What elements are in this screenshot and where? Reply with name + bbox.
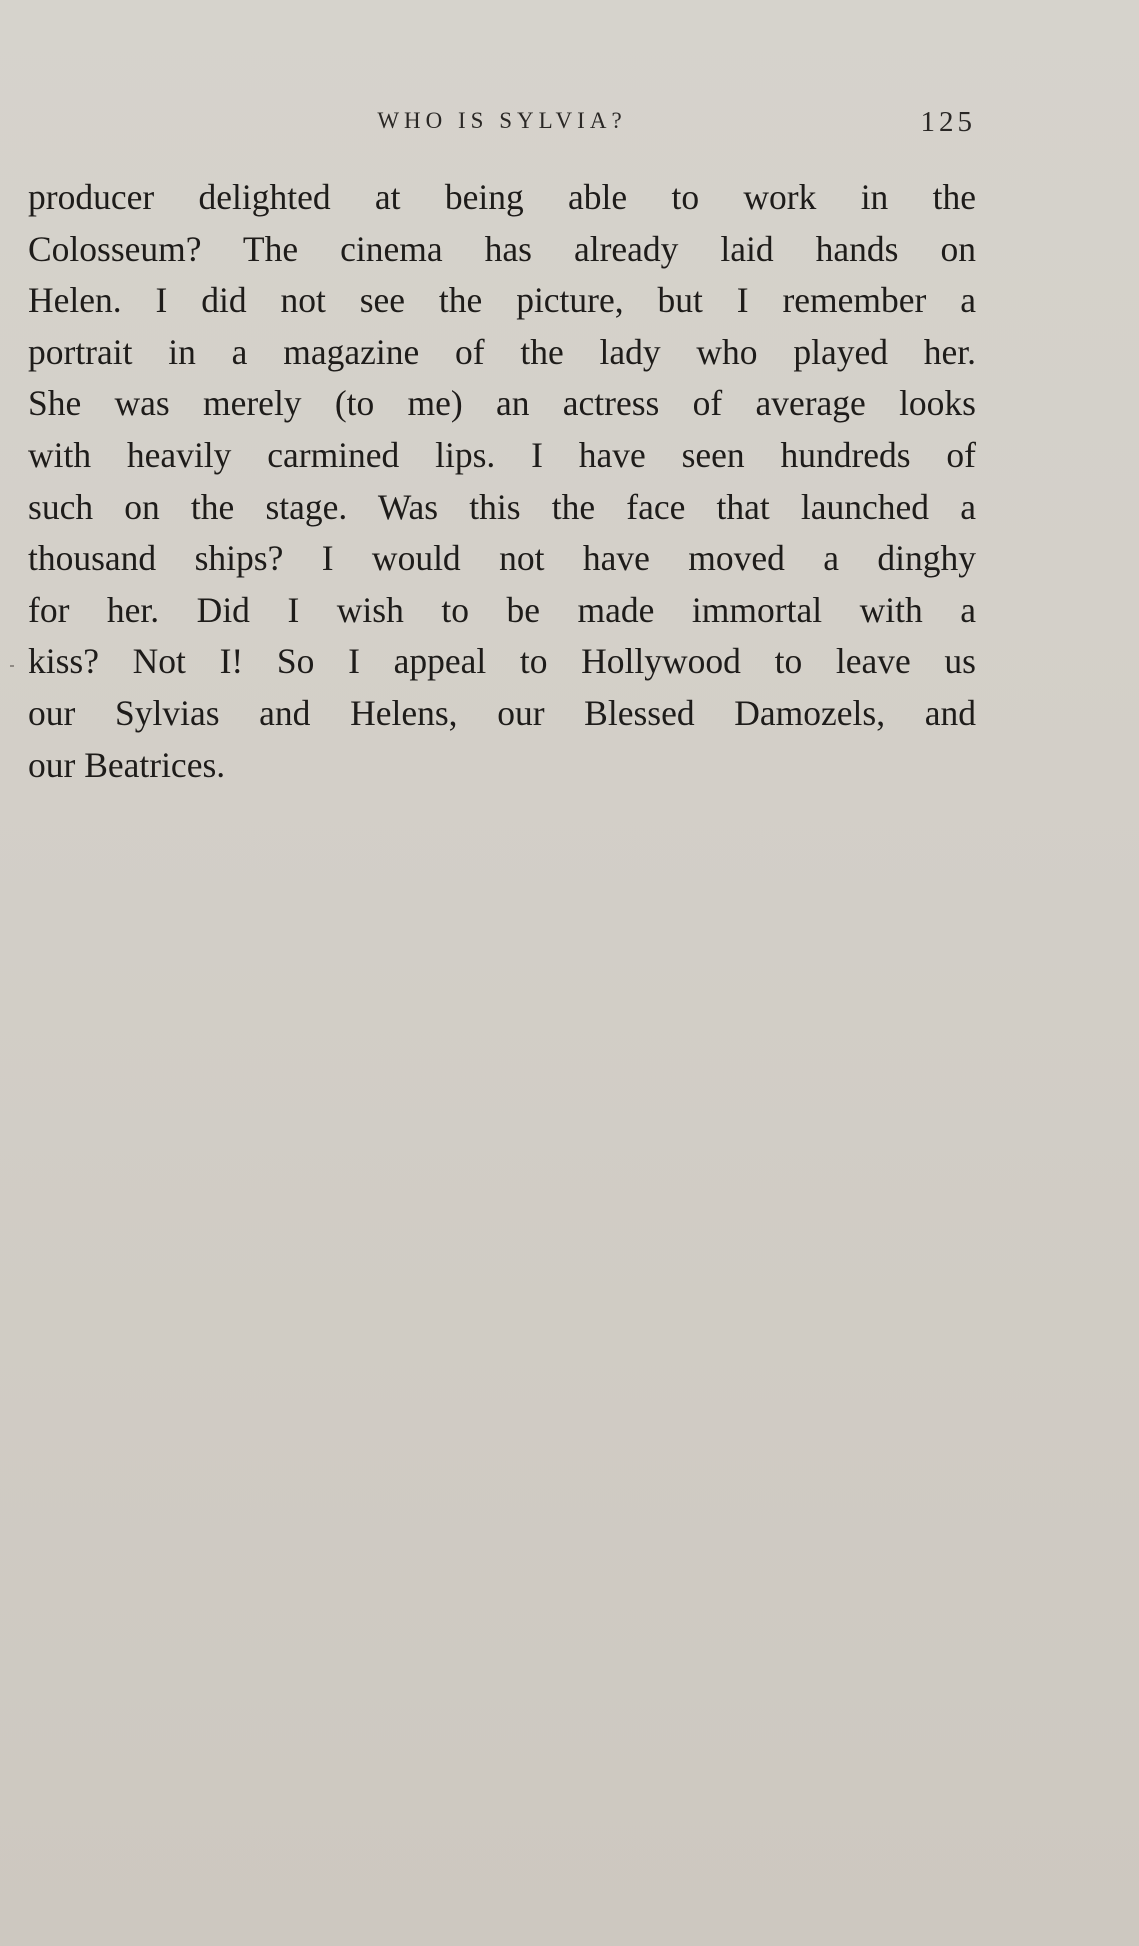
running-title: WHO IS SYLVIA?	[377, 108, 627, 133]
text-line: thousand ships? I would not have moved a dinghy	[28, 538, 976, 579]
text-line: kiss? Not I! So I appeal to Hollywood to leave us	[28, 641, 976, 682]
margin-mark	[10, 665, 14, 667]
text-line: She was merely (to me) an actress of average looks	[28, 383, 976, 424]
text-line: portrait in a magazine of the lady who played her.	[28, 331, 976, 372]
body-paragraph	[28, 172, 976, 791]
page-number: 125	[920, 106, 976, 138]
text-line: for her. Did I wish to be made immortal with a	[28, 589, 976, 630]
text-line: our Sylvias and Helens, our Blessed Damozels, and	[28, 692, 976, 733]
text-line: producer delighted at being able to work in the	[28, 177, 976, 217]
text-line: Colosseum? The cinema has already laid hands on	[28, 228, 976, 269]
text-line: with heavily carmined lips. I have seen hundreds of	[28, 434, 976, 475]
text-line: our Beatrices.	[28, 744, 226, 785]
running-head	[28, 108, 976, 148]
text-line: Helen. I did not see the picture, but I remember a	[28, 280, 976, 321]
text-line: such on the stage. Was this the face that launched a	[28, 486, 976, 527]
